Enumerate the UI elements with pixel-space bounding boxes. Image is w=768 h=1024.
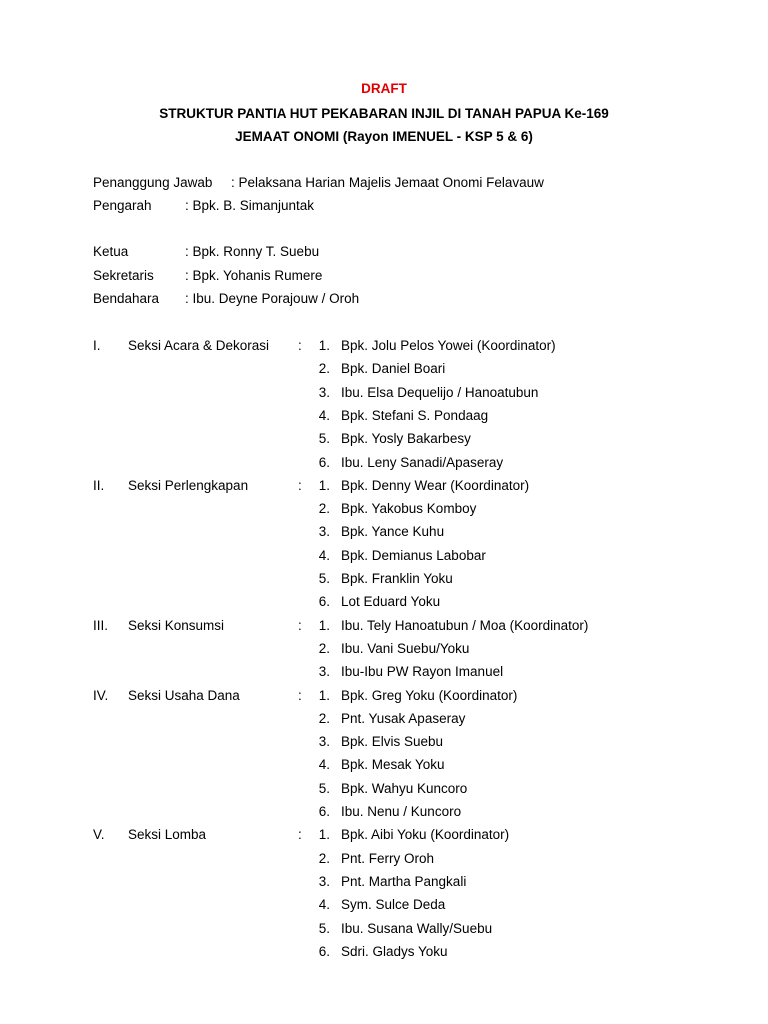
member-name: Bpk. Stefani S. Pondaag <box>341 407 489 423</box>
section-colon: : <box>298 338 302 353</box>
member-number: 2. <box>318 501 330 517</box>
member-name: Bpk. Wahyu Kuncoro <box>341 780 468 796</box>
member-name: Bpk. Mesak Yoku <box>341 757 445 773</box>
member-number: 3. <box>318 664 330 680</box>
section-name: Seksi Usaha Dana <box>128 687 240 703</box>
member-number: 6. <box>318 594 330 610</box>
member-number: 3. <box>318 524 330 540</box>
penanggung-jawab-label: Penanggung Jawab <box>93 175 213 190</box>
member-name: Ibu. Elsa Dequelijo / Hanoatubun <box>341 384 539 400</box>
member-name: Ibu. Leny Sanadi/Apaseray <box>341 454 504 470</box>
ketua-label: Ketua <box>93 244 129 259</box>
member-name: Pnt. Martha Pangkali <box>341 873 467 889</box>
member-name: Ibu. Tely Hanoatubun / Moa (Koordinator) <box>341 617 589 633</box>
member-number: 3. <box>318 734 330 750</box>
member-name: Bpk. Aibi Yoku (Koordinator) <box>341 827 510 843</box>
member-number: 6. <box>318 943 330 959</box>
document-subtitle: JEMAAT ONOMI (Rayon IMENUEL - KSP 5 & 6) <box>235 129 533 144</box>
section-colon: : <box>298 477 302 493</box>
member-number: 5. <box>318 920 330 936</box>
member-name: Bpk. Franklin Yoku <box>341 571 453 586</box>
bendahara-value: : Ibu. Deyne Porajouw / Oroh <box>185 291 360 306</box>
member-name: Sdri. Gladys Yoku <box>341 943 448 959</box>
member-number: 2. <box>318 850 330 866</box>
member-number: 4. <box>318 757 330 773</box>
member-number: 2. <box>318 710 330 726</box>
member-number: 2. <box>318 640 330 656</box>
member-number: 3. <box>318 384 330 400</box>
ketua-value: : Bpk. Ronny T. Suebu <box>185 244 320 259</box>
member-number: 3. <box>318 873 330 889</box>
sekretaris-label: Sekretaris <box>93 268 154 283</box>
member-name: Bpk. Daniel Boari <box>341 361 446 377</box>
bendahara-label: Bendahara <box>93 291 160 306</box>
member-name: Bpk. Demianus Labobar <box>341 547 486 563</box>
member-number: 1. <box>318 827 330 843</box>
member-number: 4. <box>318 897 330 913</box>
pengarah-value: : Bpk. B. Simanjuntak <box>185 198 315 213</box>
member-number: 5. <box>318 780 330 796</box>
member-number: 1. <box>318 477 330 493</box>
member-number: 6. <box>318 454 330 470</box>
member-name: Bpk. Yosly Bakarbesy <box>341 431 471 447</box>
section-number: I. <box>93 338 101 353</box>
member-name: Ibu. Vani Suebu/Yoku <box>341 640 470 656</box>
member-name: Bpk. Yance Kuhu <box>341 524 445 540</box>
member-name: Ibu. Susana Wally/Suebu <box>341 920 493 936</box>
section-number: V. <box>93 827 105 843</box>
section-number: III. <box>93 617 109 633</box>
member-number: 2. <box>318 361 330 377</box>
member-number: 4. <box>318 547 330 563</box>
member-name: Sym. Sulce Deda <box>341 897 446 913</box>
member-name: Bpk. Denny Wear (Koordinator) <box>341 477 530 493</box>
member-name: Pnt. Yusak Apaseray <box>341 710 466 726</box>
section-colon: : <box>298 617 302 633</box>
member-name: Ibu-Ibu PW Rayon Imanuel <box>341 664 504 680</box>
section-name: Seksi Konsumsi <box>128 617 225 633</box>
member-name: Ibu. Nenu / Kuncoro <box>341 804 462 819</box>
member-number: 6. <box>318 804 330 819</box>
member-name: Lot Eduard Yoku <box>341 594 441 610</box>
pengarah-label: Pengarah <box>93 198 152 213</box>
member-name: Pnt. Ferry Oroh <box>341 850 435 866</box>
section-name: Seksi Lomba <box>128 827 207 843</box>
member-name: Bpk. Yakobus Komboy <box>341 501 477 517</box>
section-name: Seksi Acara & Dekorasi <box>128 338 270 353</box>
member-number: 1. <box>318 687 330 703</box>
member-number: 1. <box>318 617 330 633</box>
section-number: II. <box>93 477 105 493</box>
sekretaris-value: : Bpk. Yohanis Rumere <box>185 268 323 283</box>
member-number: 5. <box>318 571 330 586</box>
section-name: Seksi Perlengkapan <box>128 477 249 493</box>
section-colon: : <box>298 827 302 843</box>
member-name: Bpk. Elvis Suebu <box>341 734 444 750</box>
member-name: Bpk. Greg Yoku (Koordinator) <box>341 687 518 703</box>
member-number: 5. <box>318 431 330 447</box>
penanggung-jawab-value: : Pelaksana Harian Majelis Jemaat Onomi Felavauw <box>231 175 544 190</box>
section-number: IV. <box>93 687 109 703</box>
draft-label: DRAFT <box>361 81 407 96</box>
member-name: Bpk. Jolu Pelos Yowei (Koordinator) <box>341 338 556 353</box>
member-number: 1. <box>318 338 330 353</box>
member-number: 4. <box>318 407 330 423</box>
document-title: STRUKTUR PANTIA HUT PEKABARAN INJIL DI TANAH PAPUA Ke-169 <box>159 106 609 121</box>
section-colon: : <box>298 687 302 703</box>
